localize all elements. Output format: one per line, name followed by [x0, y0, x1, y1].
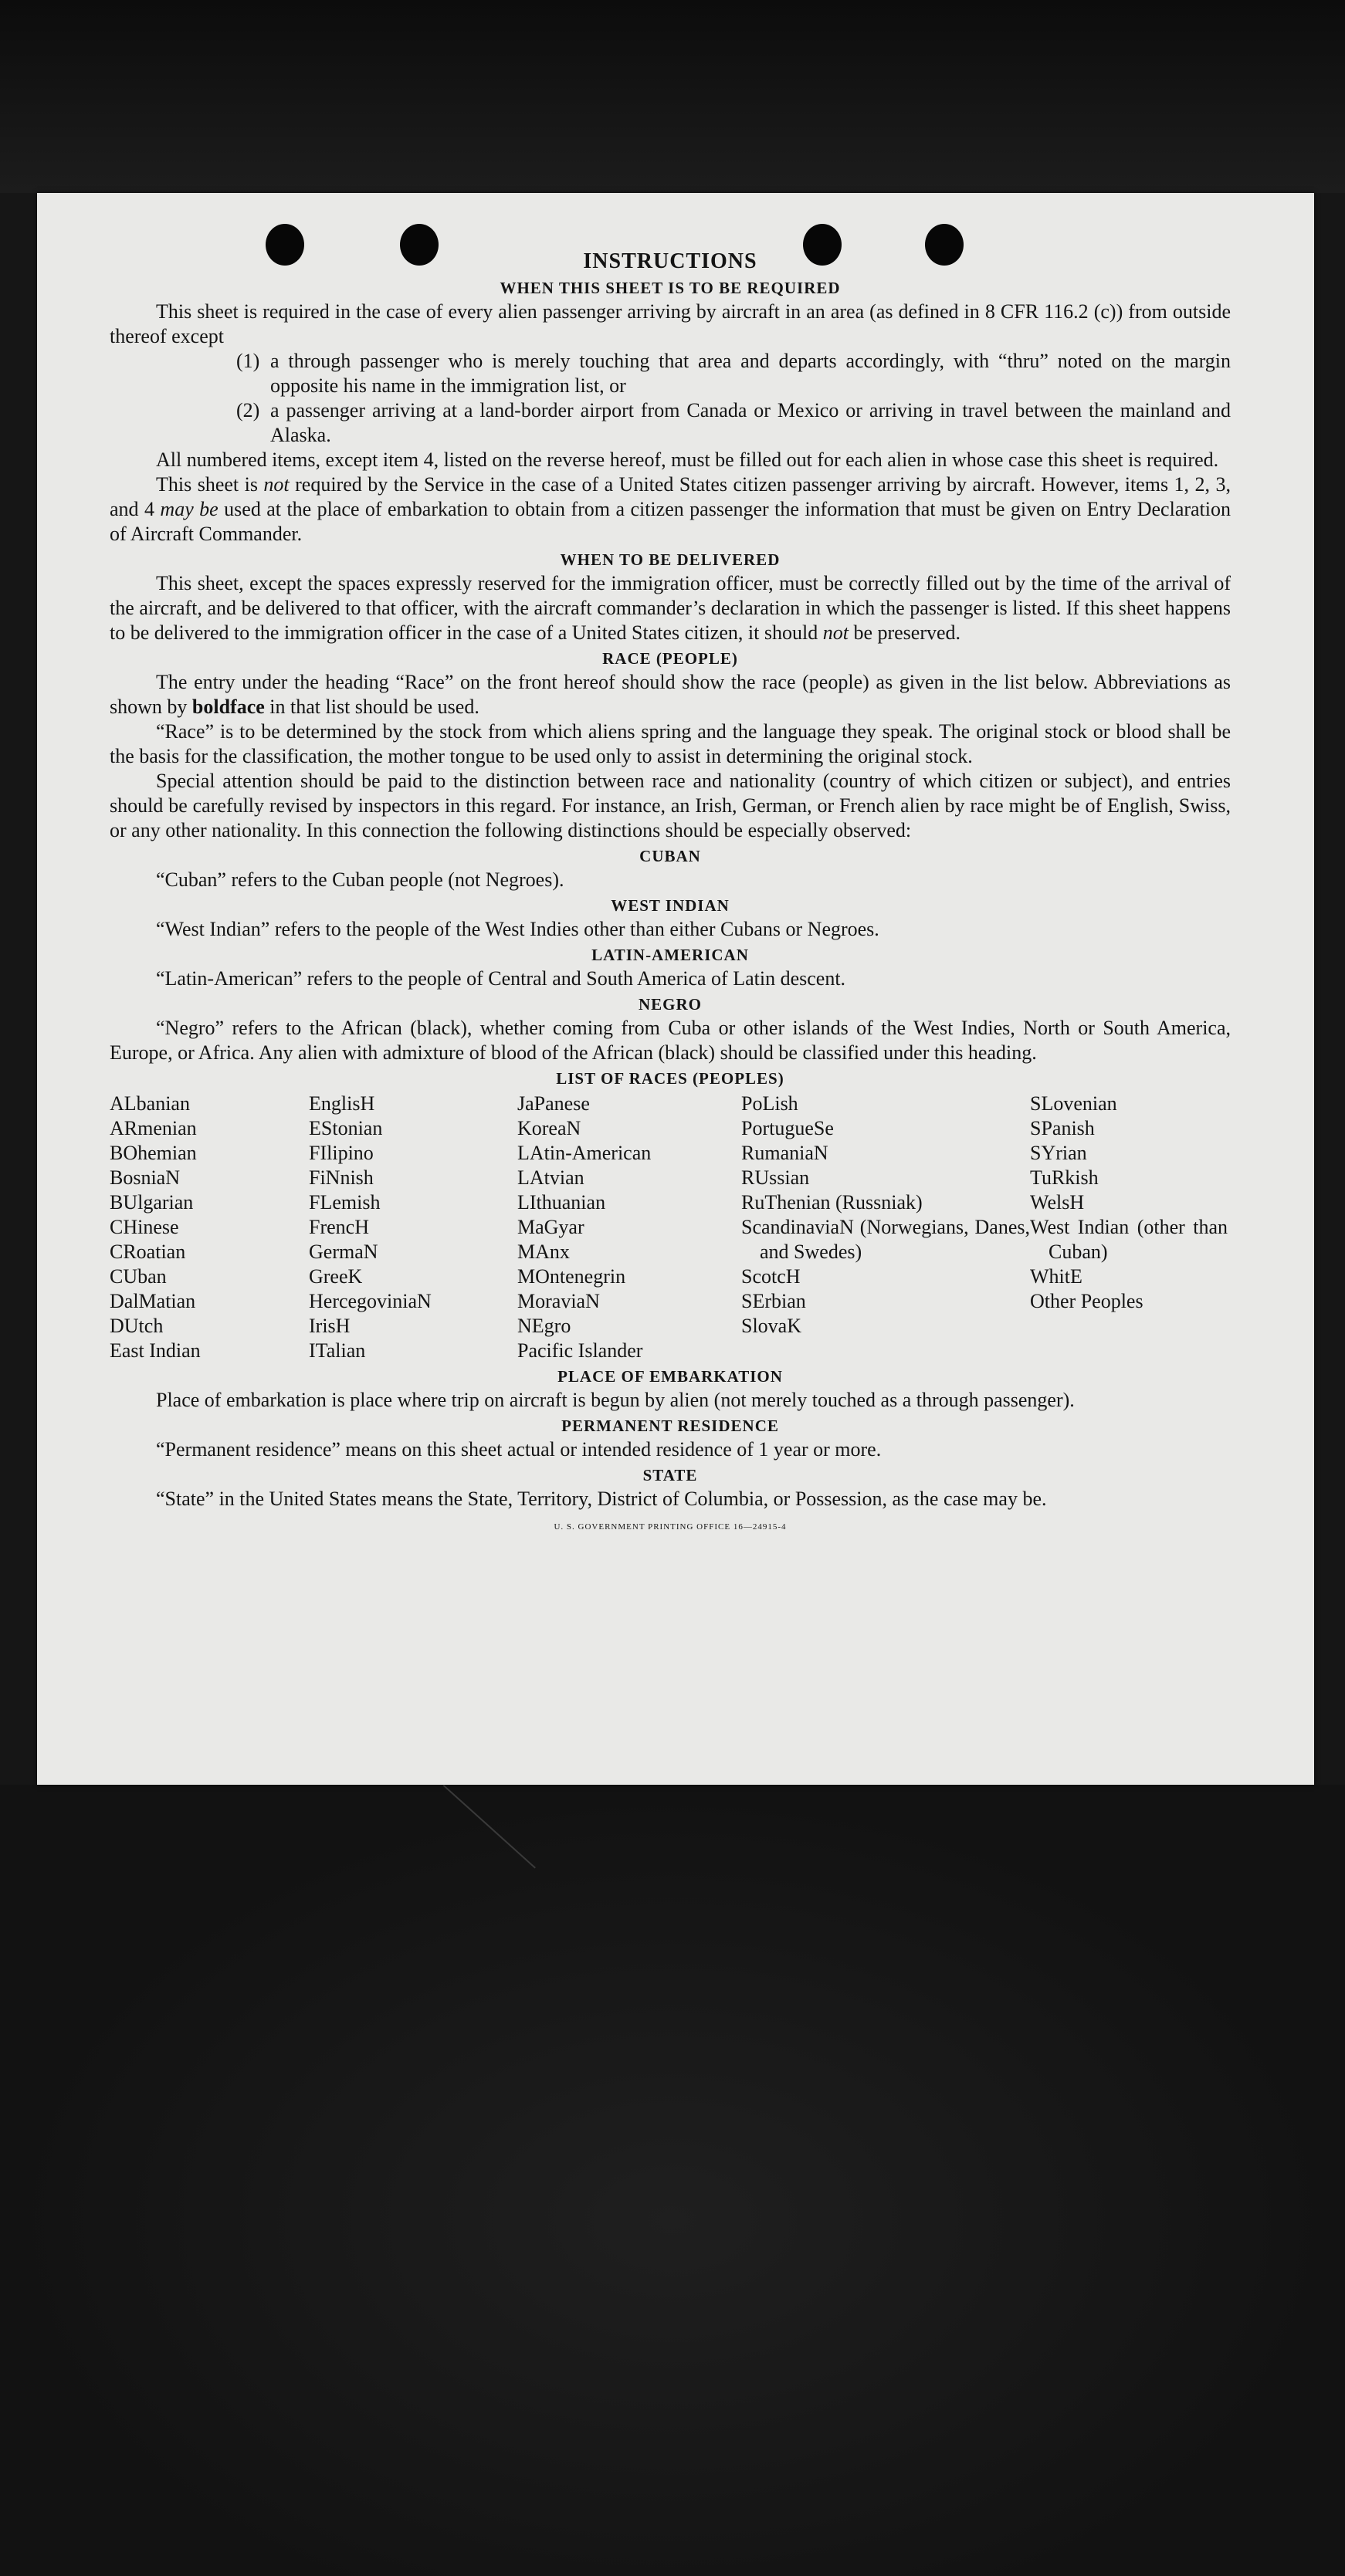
race-entry: ARmenian: [110, 1117, 197, 1139]
race-entry: PortugueSe: [741, 1117, 834, 1139]
race-entry: BosniaN: [110, 1166, 180, 1189]
paragraph-numbered-items: All numbered items, except item 4, listed on the reverse hereof, must be filled out for each alien in whose case this sheet is required.: [156, 449, 1219, 471]
race-entry: FLemish: [309, 1191, 381, 1214]
text-segment: in that list should be used.: [264, 696, 479, 718]
race-entry: ALbanian: [110, 1092, 190, 1115]
race-entry: TuRkish: [1030, 1166, 1099, 1189]
races-column-3: [517, 1092, 741, 1363]
race-entry: SLovenian: [1030, 1092, 1117, 1115]
punch-hole-icon: [266, 224, 304, 266]
heading-west-indian: WEST INDIAN: [611, 896, 730, 915]
punch-hole-icon: [803, 224, 842, 266]
race-entry: MaGyar: [517, 1216, 584, 1238]
races-column-2: [309, 1092, 517, 1363]
list-item-exception-1: [236, 349, 1231, 398]
race-entry: ITalian: [309, 1339, 366, 1362]
paragraph-delivered: [110, 571, 1231, 645]
race-entry: Other Peoples: [1030, 1290, 1143, 1312]
race-entry: PoLish: [741, 1092, 798, 1115]
race-entry: DalMatian: [110, 1290, 196, 1312]
document-page: [37, 193, 1314, 1785]
heading-list-of-races: LIST OF RACES (PEOPLES): [556, 1069, 784, 1088]
races-column-5: [1030, 1092, 1228, 1363]
race-entry: FiNnish: [309, 1166, 374, 1189]
races-column-4: [741, 1092, 1030, 1363]
race-entry: LIthuanian: [517, 1191, 606, 1214]
paragraph-race-nationality: Special attention should be paid to the distinction between race and nationality (country of which citizen or subject), and entries should be carefully revised by inspectors in this regard. For instance, an Irish, German, or French alien by race might be of English, Swiss, or any other nationality. In this connection the following distinctions should be especially observed:: [110, 770, 1231, 841]
race-entry: FrencH: [309, 1216, 369, 1238]
race-entry: GreeK: [309, 1265, 363, 1288]
race-entry-scandinavian: ScandinaviaN (Norwegians, Danes, and Swedes): [741, 1216, 1030, 1263]
list-item-text: a through passenger who is merely touching that area and departs accordingly, with “thru” noted on the margin opposite his name in the immigration list, or: [270, 350, 1231, 397]
text-segment: required by the Service in the case of a United States citizen passenger arriving by aircraft. However, items 1, 2, 3, and 4: [110, 473, 1231, 520]
heading-state: STATE: [642, 1466, 698, 1484]
printing-office-footer: U. S. GOVERNMENT PRINTING OFFICE 16—24915-4: [554, 1522, 787, 1532]
text-segment: This sheet is: [156, 473, 264, 496]
race-entry: CRoatian: [110, 1241, 186, 1263]
list-item-number: (2): [236, 399, 260, 421]
heading-race: RACE (PEOPLE): [602, 649, 738, 668]
race-entry: LAtvian: [517, 1166, 584, 1189]
paragraph-required: This sheet is required in the case of every alien passenger arriving by aircraft in an area (as defined in 8 CFR 116.2 (c)) from outside thereof except: [110, 300, 1231, 347]
punch-hole-icon: [925, 224, 964, 266]
race-entry: NEgro: [517, 1315, 571, 1337]
race-entry: SYrian: [1030, 1142, 1087, 1164]
race-entry: BOhemian: [110, 1142, 197, 1164]
race-entry: SErbian: [741, 1290, 806, 1312]
heading-cuban: CUBAN: [639, 847, 701, 865]
race-entry: EnglisH: [309, 1092, 375, 1115]
race-entry: Pacific Islander: [517, 1339, 643, 1362]
race-entry: KoreaN: [517, 1117, 581, 1139]
paragraph-negro: “Negro” refers to the African (black), whether coming from Cuba or other islands of the West Indies, North or South America, Europe, or Africa. Any alien with admixture of blood of the African (black) should be classified under this heading.: [110, 1017, 1231, 1064]
list-item-text: a passenger arriving at a land-border airport from Canada or Mexico or arriving in travel between the mainland and Alaska.: [270, 399, 1231, 446]
race-entry: JaPanese: [517, 1092, 590, 1115]
races-column-1: [110, 1092, 309, 1363]
text-segment: be preserved.: [848, 621, 961, 644]
text-segment: This sheet, except the spaces expressly reserved for the immigration officer, must be correctly filled out by the time of the arrival of the aircraft, and be delivered to that officer, with the aircraft commander’s declaration in which the passenger is listed. If this sheet happens to be delivered to the immigration officer in the case of a United States citizen, it should: [110, 572, 1231, 644]
race-entry: GermaN: [309, 1241, 378, 1263]
race-entry: HercegoviniaN: [309, 1290, 432, 1312]
punch-hole-icon: [400, 224, 439, 266]
race-entry: IrisH: [309, 1315, 351, 1337]
heading-negro: NEGRO: [638, 995, 702, 1014]
race-entry: SPanish: [1030, 1117, 1095, 1139]
emphasis-may-be: may be: [160, 498, 219, 520]
text-segment: The entry under the heading “Race” on the front hereof should show the race (people) as given in the list below. Abbreviations as shown by: [110, 671, 1231, 718]
race-entry: RumaniaN: [741, 1142, 828, 1164]
race-entry: DUtch: [110, 1315, 164, 1337]
heading-latin-american: LATIN-AMERICAN: [591, 946, 749, 964]
page-title: INSTRUCTIONS: [583, 249, 757, 273]
race-entry: MOntenegrin: [517, 1265, 626, 1288]
paragraph-cuban: “Cuban” refers to the Cuban people (not Negroes).: [156, 868, 564, 891]
scan-background-top: [0, 0, 1345, 193]
race-entry: WelsH: [1030, 1191, 1085, 1214]
list-item-exception-2: [236, 398, 1231, 448]
race-entry: FIlipino: [309, 1142, 374, 1164]
paragraph-citizen: [110, 472, 1231, 547]
text-segment: used at the place of embarkation to obtain from a citizen passenger the information that must be given on Entry Declaration of Aircraft Commander.: [110, 498, 1231, 545]
race-entry: EStonian: [309, 1117, 383, 1139]
race-entry-west-indian: West Indian (other than Cuban): [1030, 1216, 1228, 1263]
race-entry: ScotcH: [741, 1265, 801, 1288]
heading-when-delivered: WHEN TO BE DELIVERED: [560, 550, 781, 569]
races-list: [110, 1092, 1231, 1363]
paragraph-race-entry: [110, 670, 1231, 719]
race-entry: East Indian: [110, 1339, 201, 1362]
race-entry: MAnx: [517, 1241, 570, 1263]
bold-boldface: boldface: [191, 696, 265, 718]
list-item-number: (1): [236, 350, 260, 372]
race-entry: RUssian: [741, 1166, 810, 1189]
paragraph-race-stock: “Race” is to be determined by the stock from which aliens spring and the language they speak. The original stock or blood shall be the basis for the classification, the mother tongue to be used only to assist in determining the original stock.: [110, 720, 1231, 767]
heading-embarkation: PLACE OF EMBARKATION: [557, 1367, 783, 1386]
paragraph-permanent-residence: “Permanent residence” means on this sheet actual or intended residence of 1 year or more.: [156, 1438, 882, 1461]
race-entry: MoraviaN: [517, 1290, 600, 1312]
paragraph-west-indian: “West Indian” refers to the people of the West Indies other than either Cubans or Negroes.: [156, 918, 879, 940]
heading-permanent-residence: PERMANENT RESIDENCE: [561, 1417, 779, 1435]
race-entry: RuThenian (Russniak): [741, 1191, 923, 1214]
paragraph-state: “State” in the United States means the State, Territory, District of Columbia, or Possession, as the case may be.: [156, 1488, 1047, 1510]
emphasis-not: not: [263, 473, 290, 496]
race-entry: BUlgarian: [110, 1191, 194, 1214]
paragraph-latin-american: “Latin-American” refers to the people of Central and South America of Latin descent.: [156, 967, 846, 990]
race-entry: LAtin-American: [517, 1142, 652, 1164]
race-entry: CUban: [110, 1265, 167, 1288]
emphasis-not: not: [822, 621, 849, 644]
race-entry: WhitE: [1030, 1265, 1082, 1288]
race-entry: CHinese: [110, 1216, 179, 1238]
scan-background-bottom: [0, 1785, 1345, 2576]
race-entry: SlovaK: [741, 1315, 801, 1337]
heading-when-required: WHEN THIS SHEET IS TO BE REQUIRED: [500, 279, 841, 297]
paragraph-embarkation: Place of embarkation is place where trip on aircraft is begun by alien (not merely touched as a through passenger).: [156, 1389, 1075, 1411]
